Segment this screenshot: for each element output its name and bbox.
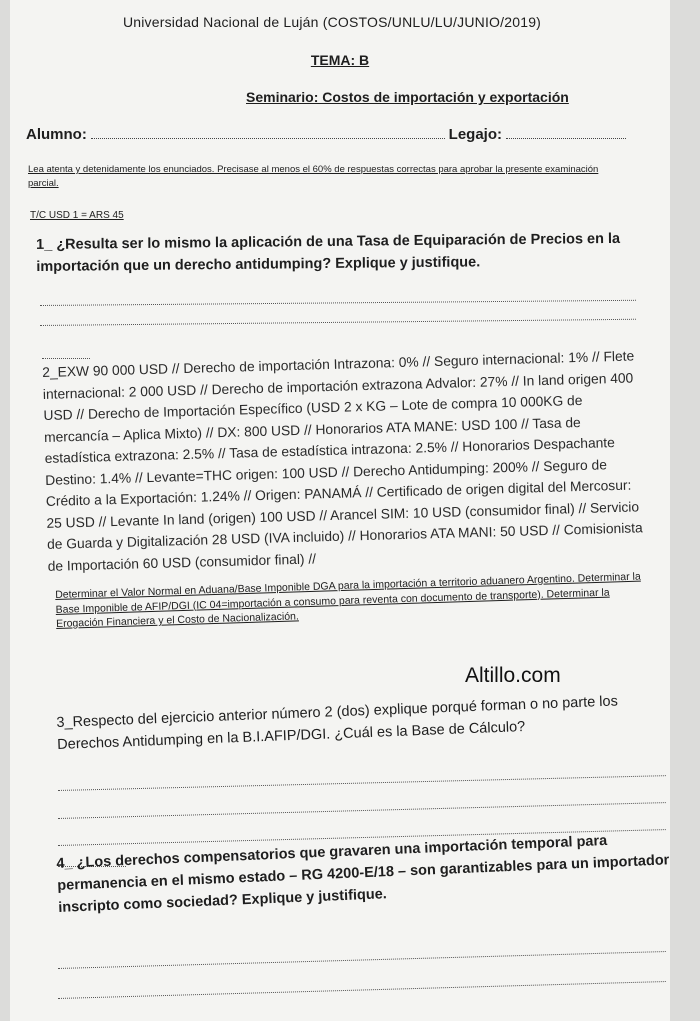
question-2-task: Determinar el Valor Normal en Aduana/Base Imponible DGA para la importación a territorio aduanero Argentino. Determinar la Base Imponible de AFIP/DGI (IC 04=importación a consumo para reventa con documento de transporte). Determinar la Erogación Financiera y el Costo de Nacionalización. <box>55 570 641 630</box>
legajo-label: Legajo: <box>448 126 502 143</box>
answer-line[interactable] <box>58 802 666 819</box>
question-3: 3_Respecto del ejercicio anterior número 2 (dos) explique porqué forman o no parte los Derechos Antidumping en la B.I.AFIP/DGI. ¿Cuál es la Base de Cálculo? <box>56 693 619 753</box>
question-2: 2_EXW 90 000 USD // Derecho de importación Intrazona: 0% // Seguro internacional: 1% // Flete internacional: 2 000 USD // Derecho de importación extrazona Advalor: 27% // In land origen 400 USD // Derecho de Importación Específico (USD 2 x KG – Lote de compra 10 000KG de mercancía – Aplica Mixto) // DX: 800 USD // Honorarios ATA MANE: USD 100 // Tasa de estadística extrazona: 2.5% // Tasa de estadística intrazona: 2.5% // Honorarios Despachante Destino: 1.4% // Levante=THC origen: 100 USD // Derecho Antidumping: 200% // Seguro de Crédito a la Exportación: 1.24% // Origen: PANAMÁ // Certificado de origen digital del Mercosur: 25 USD // Levante In land (origen) 100 USD // Arancel SIM: 10 USD (consumidor final) // Servicio de Guarda y Digitalización 28 USD (IVA incluido) // Honorarios ATA MANI: 50 USD // Comisionista de Importación 60 USD (consumidor final) // <box>42 348 643 574</box>
student-info-row <box>26 124 626 143</box>
answer-line[interactable] <box>40 300 636 306</box>
question-1: 1_ ¿Resulta ser lo mismo la aplicación de una Tasa de Equiparación de Precios en la importación que un derecho antidumping? Explique y justifique. <box>36 230 621 275</box>
student-label: Alumno: <box>26 126 87 143</box>
answer-line[interactable] <box>58 951 666 969</box>
seminar-title: Seminario: Costos de importación y exportación <box>246 89 569 105</box>
exam-sheet <box>10 0 670 1021</box>
answer-line[interactable] <box>58 775 666 791</box>
legajo-field[interactable] <box>506 124 626 139</box>
watermark: Altillo.com <box>465 664 561 687</box>
university-header: Universidad Nacional de Luján (COSTOS/UNLU/LU/JUNIO/2019) <box>122 14 542 30</box>
answer-line[interactable] <box>40 319 636 326</box>
answer-line[interactable] <box>42 358 90 359</box>
exam-theme: TEMA: B <box>310 52 370 68</box>
question-4: 4_ ¿Los derechos compensatorios que gravaren una importación temporal para permanencia en el mismo estado – RG 4200-E/18 – son garantizables para un importador inscripto como sociedad? Explique y justifique. <box>56 832 670 916</box>
student-name-field[interactable] <box>91 124 445 139</box>
exchange-rate: T/C USD 1 = ARS 45 <box>30 210 124 221</box>
answer-line[interactable] <box>58 981 666 999</box>
instructions: Lea atenta y detenidamente los enunciados. Precisase al menos el 60% de respuestas correctas para aprobar la presente examinación parcial. <box>28 164 599 189</box>
